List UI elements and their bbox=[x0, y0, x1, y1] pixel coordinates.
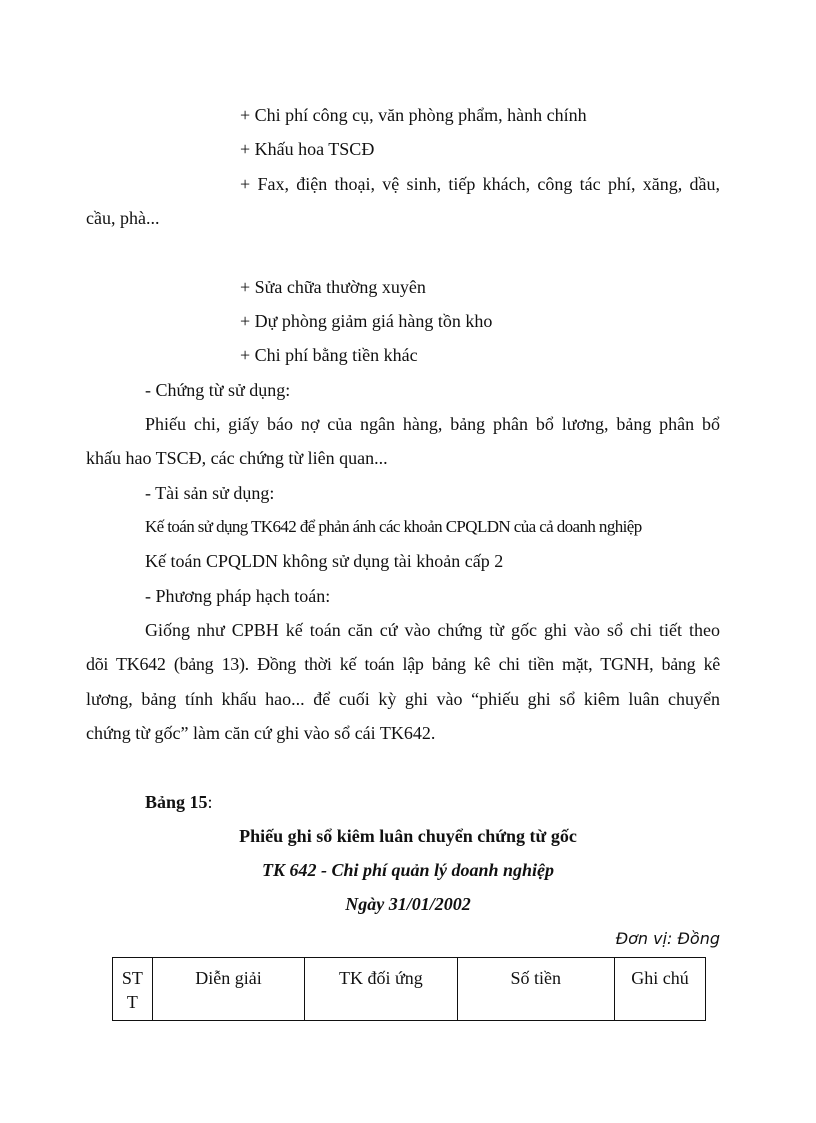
heading-documents: - Chứng từ sử dụng: bbox=[145, 380, 291, 400]
method-paragraph-line3: lương, bảng tính khấu hao... để cuối kỳ ghi vào “phiếu ghi sổ kiêm luân chuyển bbox=[86, 689, 720, 709]
heading-method: - Phương pháp hạch toán: bbox=[145, 586, 331, 606]
header-tk-doi-ung: TK đối ứng bbox=[305, 958, 457, 1021]
table-header-row bbox=[113, 958, 706, 1021]
heading-assets: - Tài sản sử dụng: bbox=[145, 483, 275, 503]
table-title: Phiếu ghi sổ kiêm luân chuyển chứng từ gốc bbox=[239, 826, 577, 846]
expense-item-depreciation: + Khấu hoa TSCĐ bbox=[240, 139, 375, 159]
currency-unit: Đơn vị: Đồng bbox=[615, 929, 720, 948]
method-paragraph-line2: dõi TK642 (bảng 13). Đồng thời kế toán lập bảng kê chi tiền mặt, TGNH, bảng kê bbox=[86, 654, 720, 674]
documents-paragraph-line1: Phiếu chi, giấy báo nợ của ngân hàng, bảng phân bổ lương, bảng phân bổ bbox=[145, 414, 720, 434]
method-paragraph-line4: chứng từ gốc” làm căn cứ ghi vào sổ cái TK642. bbox=[86, 723, 436, 743]
assets-line1: Kế toán sử dụng TK642 để phản ánh các khoản CPQLDN của cả doanh nghiệp bbox=[145, 517, 642, 536]
expense-item-provision: + Dự phòng giảm giá hàng tồn kho bbox=[240, 311, 493, 331]
expense-item-fax: + Fax, điện thoại, vệ sinh, tiếp khách, công tác phí, xăng, dầu, bbox=[240, 174, 720, 194]
expense-item-fax-cont: cầu, phà... bbox=[86, 208, 160, 228]
expense-item-tools: + Chi phí công cụ, văn phòng phẩm, hành chính bbox=[240, 105, 587, 125]
table-label-text: Bảng 15 bbox=[145, 792, 208, 812]
header-dien-giai: Diễn giải bbox=[152, 958, 304, 1021]
table-date: Ngày 31/01/2002 bbox=[345, 894, 471, 914]
method-paragraph-line1: Giống như CPBH kế toán căn cứ vào chứng từ gốc ghi vào sổ chi tiết theo bbox=[145, 620, 720, 640]
table-subtitle: TK 642 - Chi phí quản lý doanh nghiệp bbox=[261, 860, 555, 880]
table-label-colon: : bbox=[207, 792, 213, 812]
header-so-tien: Số tiền bbox=[457, 958, 614, 1021]
documents-paragraph-line2: khấu hao TSCĐ, các chứng từ liên quan... bbox=[86, 448, 388, 468]
header-stt: ST T bbox=[113, 958, 153, 1021]
assets-line2: Kế toán CPQLDN không sử dụng tài khoản cấp 2 bbox=[145, 551, 504, 571]
expense-item-repair: + Sửa chữa thường xuyên bbox=[240, 277, 426, 297]
header-ghi-chu: Ghi chú bbox=[614, 958, 705, 1021]
table-label bbox=[145, 791, 213, 813]
ledger-table bbox=[112, 957, 706, 1021]
expense-item-other-cash: + Chi phí bằng tiền khác bbox=[240, 345, 418, 365]
